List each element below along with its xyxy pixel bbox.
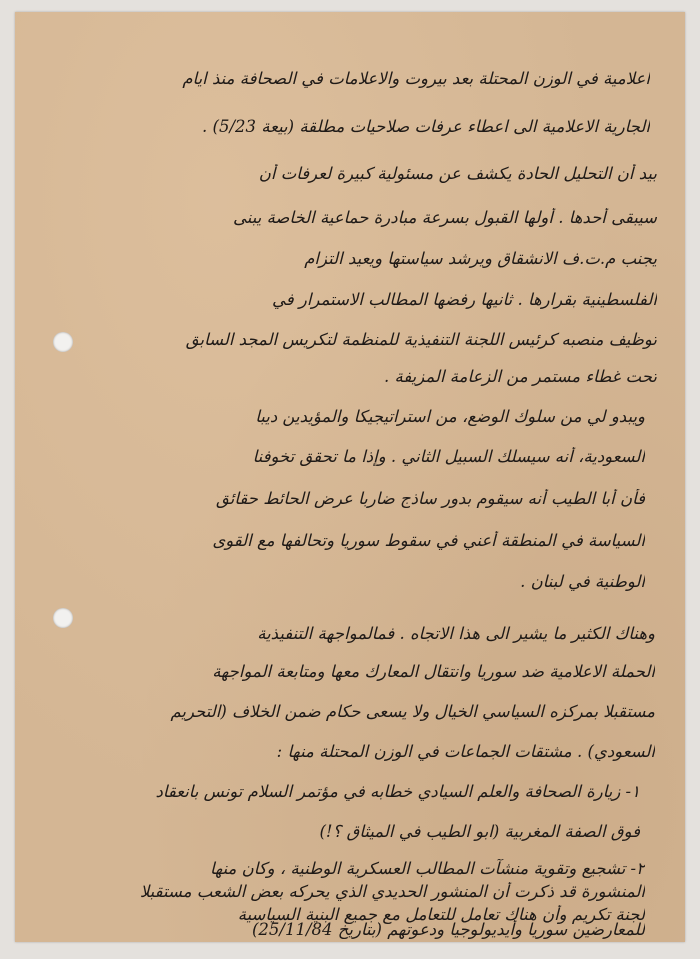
text-line: يجنب م.ت.ف الانشقاق ويرشد سياستها ويعيد التزام (304, 249, 657, 268)
text-line: السعودية، أنه سيسلك السبيل الثاني . وإذا ما تحقق تخوفنا (252, 447, 645, 466)
list-item-line: فوق الصفة المغربية (ابو الطيب في الميثاق ؟!) (319, 822, 640, 841)
text-line: الوطنية في لبنان . (520, 572, 645, 591)
text-line: توظيف منصبه كرئيس اللجنة التنفيذية للمنظمة لتكريس المجد السابق (185, 330, 657, 349)
list-item-line: ٢- تشجيع وتقوية منشآت المطالب العسكرية الوطنية ، وكان منها (209, 859, 645, 878)
text-line: الفلسطينية بقرارها . ثانيها رفضها المطالب الاستمرار في (272, 290, 657, 309)
document-page (15, 12, 685, 942)
text-line: الحملة الاعلامية ضد سوريا وانتقال المعارك معها ومتابعة المواجهة (212, 662, 655, 681)
list-item-line: ١- زيارة الصحافة والعلم السيادي خطابه في مؤتمر السلام تونس بانعقاد (155, 782, 640, 801)
text-line: تحت غطاء مستمر من الزعامة المزيفة . (384, 367, 657, 386)
text-line: فأن أبا الطيب أنه سيقوم بدور ساذج ضاربا عرض الحائط حقائق (216, 489, 645, 508)
text-line: السياسة في المنطقة أعني في سقوط سوريا وتحالفها مع القوى (212, 531, 645, 550)
text-line: بيد أن التحليل الحادة يكشف عن مسئولية كبيرة لعرفات أن (258, 164, 657, 183)
list-item-line: المنشورة قد ذكرت أن المنشور الحديدي الذي يحركه بعض الشعب مستقبلا (139, 882, 645, 901)
text-line: مستقبلا بمركزه السياسي الخيال ولا يسعى حكام ضمن الخلاف (التحريم (170, 702, 655, 721)
text-line: السعودي) . مشتقات الجماعات في الوزن المحتلة منها : (276, 742, 655, 761)
text-line: وهناك الكثير ما يشير الى هذا الاتجاه . فمالمواجهة التنفيذية (257, 624, 655, 643)
list-item-line: لجنة تكريم وأن هناك تعامل للتعامل مع جميع البنية السياسية (237, 905, 645, 924)
list-item-line: للمعارضين سوريا وأيديولوجيا ودعوتهم (بتاريخ 25/11/84) (251, 920, 645, 939)
text-line: ويبدو لي من سلوك الوضع، من استراتيجيكا والمؤيدين ديبا (255, 407, 645, 426)
text-line: الجارية الاعلامية الى اعطاء عرفات صلاحيات مطلقة (بيعة 5/23) . (202, 117, 650, 136)
text-line: سيبقى أحدها . أولها القبول بسرعة مبادرة حماعية الخاصة يبنى (233, 208, 657, 227)
text-line: اعلامية في الوزن المحتلة بعد بيروت والاعلامات في الصحافة منذ ايام (182, 69, 650, 88)
